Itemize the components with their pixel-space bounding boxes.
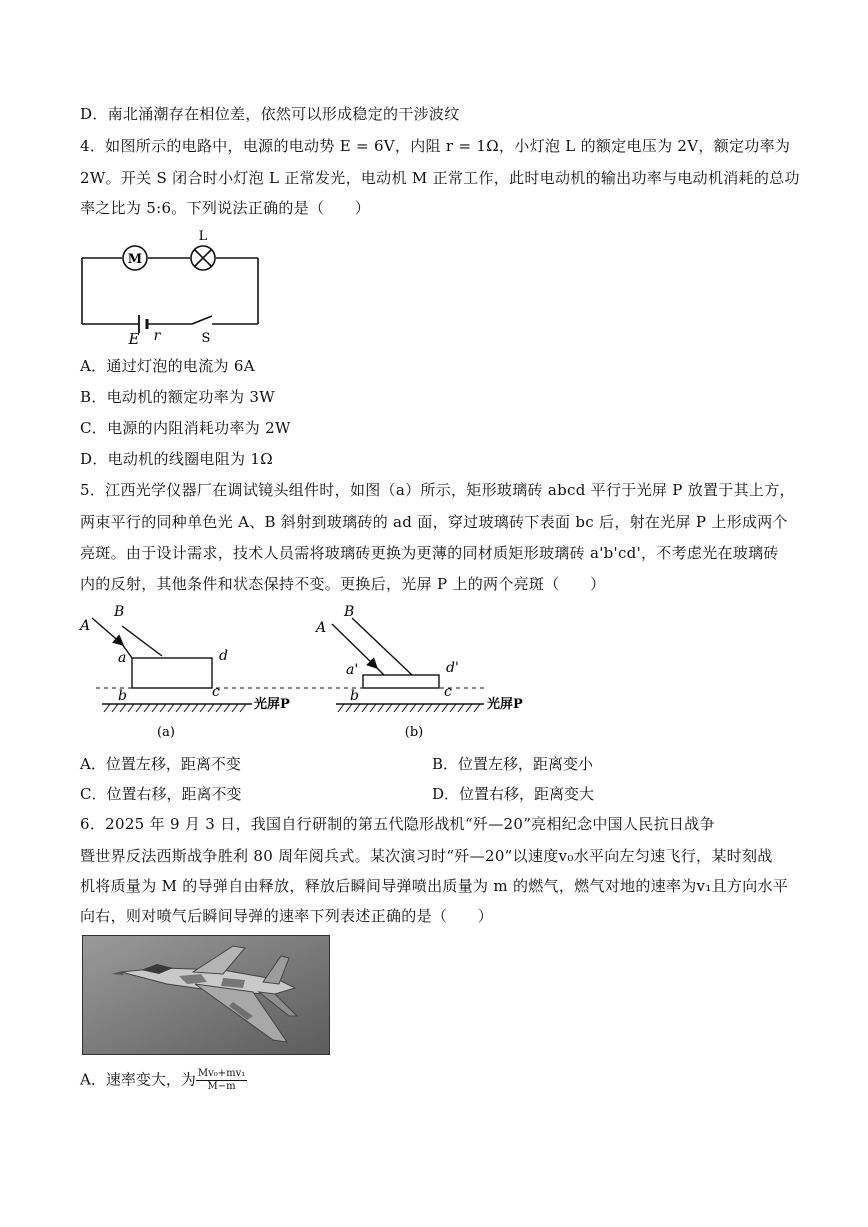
fig-b-screen-label: 光屏P: [487, 697, 523, 712]
fig-b-caption: (b): [404, 725, 424, 740]
q4-option-b: B．电动机的额定功率为 3W: [80, 388, 275, 406]
q4-switch-label: S: [201, 331, 211, 346]
fighter-jet-icon: [83, 936, 329, 1054]
fig-a-screen-label: 光屏P: [254, 697, 290, 712]
fig-b-corner-b: b: [350, 688, 359, 704]
q4-option-a: A．通过灯泡的电流为 6A: [80, 357, 255, 375]
q4-motor-label: M: [127, 252, 143, 267]
q4-lamp-label: L: [198, 229, 208, 244]
q6-stem-line-3: 机将质量为 M 的导弹自由释放，释放后瞬间导弹喷出质量为 m 的燃气，燃气对地的速率为v₁且方向水平: [80, 877, 789, 895]
fig-b-corner-c: c: [444, 684, 452, 700]
q5-option-d: D．位置右移，距离变大: [432, 785, 595, 803]
fig-a-ray-a-label: A: [80, 618, 91, 634]
q6-option-a-numerator: Mv₀+mv₁: [197, 1068, 246, 1079]
q6-stem-line-4: 向右，则对喷气后瞬间导弹的速率下列表述正确的是（ ）: [80, 907, 494, 925]
fig-a-corner-c: c: [212, 684, 220, 700]
fig-b-corner-d: d': [446, 660, 459, 676]
fig-a-corner-b: b: [118, 688, 127, 704]
q6-option-a: [80, 1068, 247, 1093]
q6-option-a-fraction: [196, 1068, 247, 1093]
q6-option-a-prefix: A．速率变大，为: [80, 1070, 196, 1089]
q6-stem-line-1: 6．2025 年 9 月 3 日，我国自行研制的第五代隐形战机“歼—20”亮相纪念中国人民抗日战争: [80, 815, 715, 833]
q5-stem-line-1: 5．江西光学仪器厂在调试镜头组件时，如图（a）所示，矩形玻璃砖 abcd 平行于光屏 P 放置于其上方，: [80, 481, 795, 499]
q4-stem-line-2: 2W。开关 S 闭合时小灯泡 L 正常发光，电动机 M 正常工作，此时电动机的输出功率与电动机消耗的总功: [80, 169, 800, 187]
q4-circuit-figure: [70, 222, 270, 347]
q3-option-d: D．南北涌潮存在相位差，依然可以形成稳定的干涉波纹: [80, 105, 460, 123]
q5-stem-line-3: 亮斑。由于设计需求，技术人员需将玻璃砖更换为更薄的同材质矩形玻璃砖 a'b'cd'，不考虑光在玻璃砖: [80, 544, 779, 562]
fig-b-ray-b-label: B: [344, 604, 355, 620]
q5-optics-figure: [74, 600, 544, 745]
q5-stem-line-2: 两束平行的同种单色光 A、B 斜射到玻璃砖的 ad 面，穿过玻璃砖下表面 bc 后，射在光屏 P 上形成两个: [80, 513, 788, 531]
q6-stem-line-2: 暨世界反法西斯战争胜利 80 周年阅兵式。某次演习时“歼—20”以速度v₀水平向左匀速飞行，某时刻战: [80, 847, 773, 865]
fig-b-corner-a: a': [346, 662, 359, 678]
q5-option-b: B．位置左移，距离变小: [432, 755, 594, 773]
q4-option-d: D．电动机的线圈电阻为 1Ω: [80, 450, 273, 468]
fig-a-caption: (a): [157, 725, 175, 740]
fig-a-corner-a: a: [118, 650, 127, 666]
fig-a-ray-b-label: B: [114, 604, 125, 620]
q6-option-a-denominator: M−m: [207, 1081, 236, 1092]
q5-option-a: A．位置左移，距离不变: [80, 755, 241, 773]
q4-internal-resistance-label: r: [153, 328, 161, 344]
q4-stem-line-1: 4．如图所示的电路中，电源的电动势 E = 6V，内阻 r = 1Ω，小灯泡 L 的额定电压为 2V，额定功率为: [80, 137, 791, 155]
q5-stem-line-4: 内的反射，其他条件和状态保持不变。更换后，光屏 P 上的两个亮斑（ ）: [80, 575, 606, 593]
fig-b-ray-a-label: A: [316, 620, 327, 636]
q5-option-c: C．位置右移，距离不变: [80, 785, 242, 803]
q4-emf-label: E: [128, 330, 140, 347]
q4-stem-line-3: 率之比为 5:6。下列说法正确的是（ ）: [80, 199, 371, 217]
q4-option-c: C．电源的内阻消耗功率为 2W: [80, 419, 291, 437]
fig-a-corner-d: d: [219, 648, 228, 664]
fighter-jet-photo: [82, 935, 330, 1055]
